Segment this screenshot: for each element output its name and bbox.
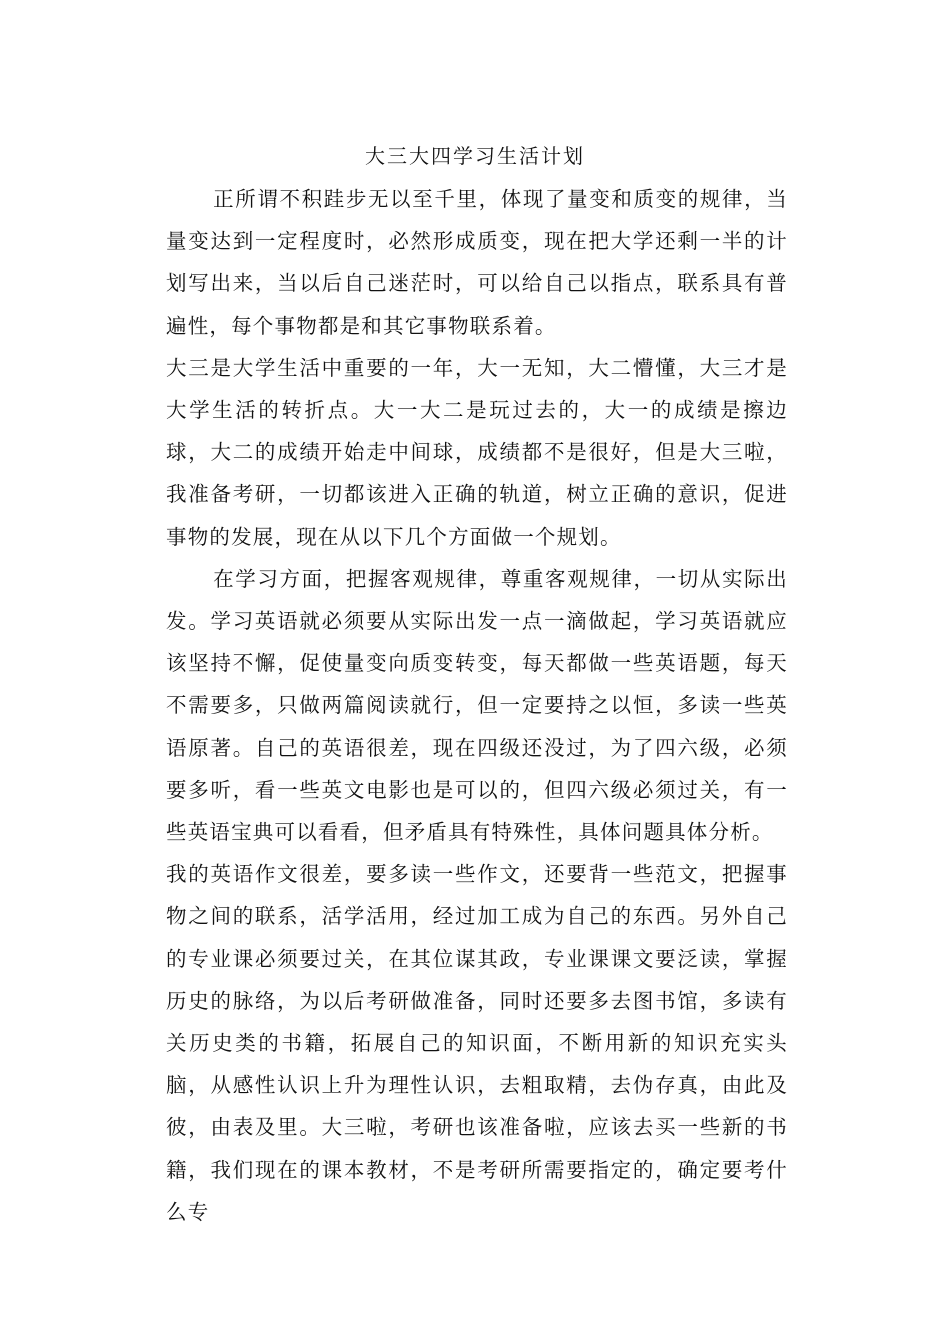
paragraph-4: 我的英语作文很差，要多读一些作文，还要背一些范文，把握事物之间的联系，活学活用，经过加工成为自己的东西。另外自己的专业课必须要过关，在其位谋其政，专业课课文要泛读，掌握历史的脉络，为以后考研做准备，同时还要多去图书馆，多读有关历史类的书籍，拓展自己的知识面，不断用新的知识充实头脑，从感性认识上升为理性认识，去粗取精，去伪存真，由此及彼，由表及里。大三啦，考研也该准备啦，应该去买一些新的书籍，我们现在的课本教材，不是考研所需要指定的，确定要考什么专 bbox=[166, 862, 788, 1224]
paragraph-3: 在学习方面，把握客观规律，尊重客观规律，一切从实际出发。学习英语就必须要从实际出发一点一滴做起，学习英语就应该坚持不懈，促使量变向质变转变，每天都做一些英语题，每天不需要多，只做两篇阅读就行，但一定要持之以恒，多读一些英语原著。自己的英语很差，现在四级还没过，为了四六级，必须要多听，看一些英文电影也是可以的，但四六级必须过关，有一些英语宝典可以看看，但矛盾具有特殊性，具体问题具体分析。 bbox=[166, 566, 788, 845]
document-title: 大三大四学习生活计划 bbox=[365, 144, 585, 168]
paragraph-1: 正所谓不积跬步无以至千里，体现了量变和质变的规律，当量变达到一定程度时，必然形成质变，现在把大学还剩一半的计划写出来，当以后自己迷茫时，可以给自己以指点，联系具有普遍性，每个事物都是和其它事物联系着。 bbox=[166, 187, 788, 338]
document-body bbox=[166, 178, 788, 1233]
paragraph-2: 大三是大学生活中重要的一年，大一无知，大二懵懂，大三才是大学生活的转折点。大一大二是玩过去的，大一的成绩是擦边球，大二的成绩开始走中间球，成绩都不是很好，但是大三啦，我准备考研，一切都该进入正确的轨道，树立正确的意识，促进事物的发展，现在从以下几个方面做一个规划。 bbox=[166, 355, 788, 549]
